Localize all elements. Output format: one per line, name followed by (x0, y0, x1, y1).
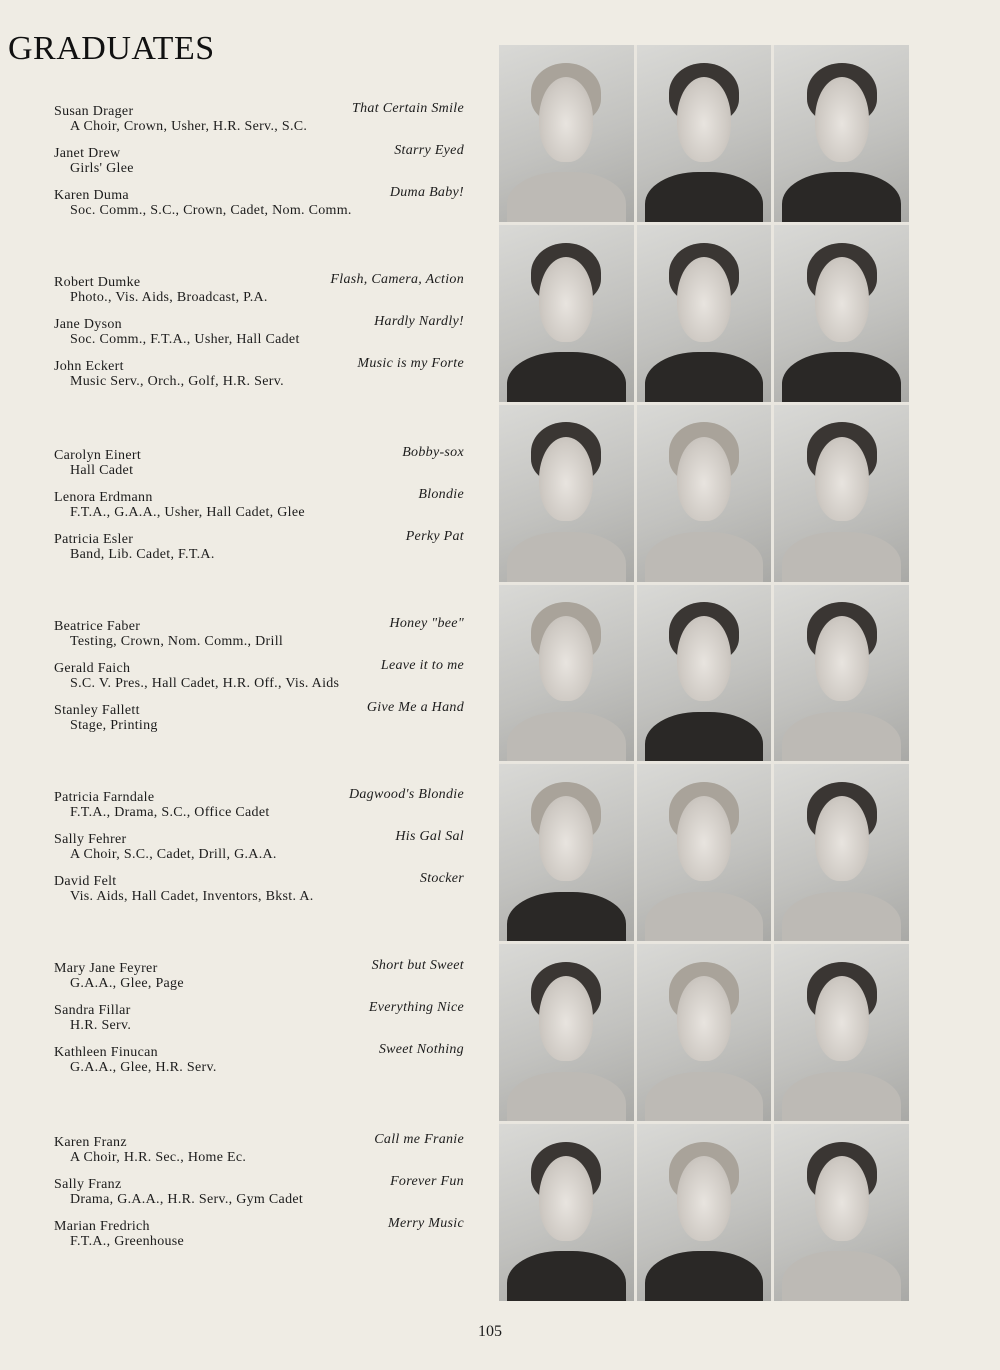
graduate-entry (52, 1000, 464, 1045)
graduate-activities: A Choir, H.R. Sec., Home Ec. (70, 1150, 247, 1165)
portrait-photo (499, 225, 634, 402)
graduate-entry (52, 185, 464, 230)
graduate-activities: Testing, Crown, Nom. Comm., Drill (70, 634, 284, 649)
graduate-name: Sally Fehrer (54, 832, 127, 847)
graduate-entry (52, 529, 464, 574)
graduate-activities: Band, Lib. Cadet, F.T.A. (70, 547, 215, 562)
graduate-group-5 (52, 787, 464, 916)
graduate-entry (52, 143, 464, 188)
graduate-entry (52, 272, 464, 317)
graduate-motto: Flash, Camera, Action (330, 272, 464, 287)
graduate-motto: Perky Pat (405, 529, 464, 544)
graduate-name: Janet Drew (54, 146, 121, 161)
graduate-activities: Hall Cadet (70, 463, 134, 478)
graduate-group-2 (52, 272, 464, 401)
graduate-activities: F.T.A., Drama, S.C., Office Cadet (70, 805, 270, 820)
portrait-photo (499, 764, 634, 941)
portrait-photo (774, 225, 909, 402)
page-number: 105 (478, 1323, 502, 1340)
graduate-motto: Stocker (419, 871, 464, 886)
graduate-name: Patricia Farndale (54, 790, 155, 805)
graduate-motto: Leave it to me (380, 658, 464, 673)
portrait-photo (637, 45, 772, 222)
graduate-name: Lenora Erdmann (54, 490, 153, 505)
graduate-name: Robert Dumke (54, 275, 141, 290)
graduate-name: Marian Fredrich (54, 1219, 150, 1234)
graduate-name: Stanley Fallett (54, 703, 140, 718)
portrait-photo (637, 764, 772, 941)
graduate-name: Susan Drager (54, 104, 134, 119)
graduate-motto: Bobby-sox (402, 445, 464, 460)
graduate-group-1 (52, 101, 464, 230)
graduate-motto: Blondie (418, 487, 464, 502)
graduate-activities: S.C. V. Pres., Hall Cadet, H.R. Off., Vis. Aids (70, 676, 340, 691)
graduate-motto: Music is my Forte (357, 356, 464, 371)
graduate-activities: A Choir, S.C., Cadet, Drill, G.A.A. (70, 847, 277, 862)
portrait-photo (499, 1124, 634, 1301)
graduate-activities: Music Serv., Orch., Golf, H.R. Serv. (70, 374, 284, 389)
graduate-name: David Felt (54, 874, 117, 889)
graduate-activities: F.T.A., G.A.A., Usher, Hall Cadet, Glee (70, 505, 305, 520)
graduate-entry (52, 958, 464, 1003)
graduate-entry (52, 1042, 464, 1087)
portrait-photo (774, 585, 909, 762)
graduate-name: Karen Duma (54, 188, 129, 203)
graduate-activities: Soc. Comm., F.T.A., Usher, Hall Cadet (70, 332, 300, 347)
graduate-entry (52, 1132, 464, 1177)
graduate-activities: Soc. Comm., S.C., Crown, Cadet, Nom. Comm. (70, 203, 352, 218)
portrait-photo (774, 1124, 909, 1301)
graduate-activities: Stage, Printing (70, 718, 158, 733)
graduate-name: Jane Dyson (54, 317, 122, 332)
graduate-activities: A Choir, Crown, Usher, H.R. Serv., S.C. (70, 119, 308, 134)
graduate-entry (52, 1216, 464, 1261)
graduate-group-3 (52, 445, 464, 574)
page-title: GRADUATES (8, 30, 215, 67)
portrait-photo (774, 764, 909, 941)
graduate-name: Mary Jane Feyrer (54, 961, 158, 976)
graduate-entry (52, 787, 464, 832)
graduate-motto: Duma Baby! (389, 185, 464, 200)
graduate-motto: Everything Nice (368, 1000, 464, 1015)
graduate-motto: Give Me a Hand (366, 700, 464, 715)
graduate-activities: Drama, G.A.A., H.R. Serv., Gym Cadet (70, 1192, 304, 1207)
graduate-entry (52, 829, 464, 874)
graduate-name: Sally Franz (54, 1177, 122, 1192)
graduate-group-6 (52, 958, 464, 1087)
graduate-name: John Eckert (54, 359, 124, 374)
graduate-motto: Merry Music (387, 1216, 464, 1231)
graduate-name: Karen Franz (54, 1135, 127, 1150)
graduate-activities: Photo., Vis. Aids, Broadcast, P.A. (70, 290, 268, 305)
portrait-grid (499, 45, 909, 1301)
graduate-entry (52, 700, 464, 745)
graduate-motto: That Certain Smile (352, 101, 464, 116)
graduate-group-4 (52, 616, 464, 745)
graduate-entry (52, 356, 464, 401)
graduate-activities: F.T.A., Greenhouse (70, 1234, 185, 1249)
graduate-name: Carolyn Einert (54, 448, 142, 463)
portrait-photo (637, 944, 772, 1121)
graduate-activities: Vis. Aids, Hall Cadet, Inventors, Bkst. A. (70, 889, 314, 904)
portrait-photo (637, 405, 772, 582)
graduate-activities: H.R. Serv. (70, 1018, 132, 1033)
graduate-entry (52, 487, 464, 532)
portrait-photo (774, 45, 909, 222)
portrait-photo (499, 585, 634, 762)
graduate-entry (52, 616, 464, 661)
graduate-group-7 (52, 1132, 464, 1261)
portrait-photo (774, 944, 909, 1121)
graduate-activities: G.A.A., Glee, H.R. Serv. (70, 1060, 217, 1075)
portrait-photo (637, 1124, 772, 1301)
graduate-motto: Sweet Nothing (378, 1042, 464, 1057)
graduate-name: Patricia Esler (54, 532, 134, 547)
graduate-entry (52, 871, 464, 916)
graduate-motto: Dagwood's Blondie (348, 787, 464, 802)
graduate-name: Gerald Faich (54, 661, 131, 676)
graduate-motto: Honey "bee" (389, 616, 464, 631)
graduate-motto: Hardly Nardly! (374, 314, 464, 329)
portrait-photo (774, 405, 909, 582)
graduate-name: Kathleen Finucan (54, 1045, 158, 1060)
graduate-motto: Short but Sweet (371, 958, 464, 973)
graduate-entry (52, 445, 464, 490)
graduate-motto: Starry Eyed (394, 143, 464, 158)
graduate-activities: G.A.A., Glee, Page (70, 976, 184, 991)
graduate-entry (52, 314, 464, 359)
portrait-photo (637, 585, 772, 762)
portrait-photo (499, 45, 634, 222)
graduate-entry (52, 101, 464, 146)
graduate-name: Beatrice Faber (54, 619, 141, 634)
graduate-entry (52, 1174, 464, 1219)
portrait-photo (499, 944, 634, 1121)
graduate-entry (52, 658, 464, 703)
portrait-photo (637, 225, 772, 402)
graduate-motto: His Gal Sal (395, 829, 464, 844)
graduate-motto: Call me Franie (374, 1132, 464, 1147)
graduate-name: Sandra Fillar (54, 1003, 131, 1018)
graduate-motto: Forever Fun (390, 1174, 464, 1189)
graduate-activities: Girls' Glee (70, 161, 134, 176)
portrait-photo (499, 405, 634, 582)
